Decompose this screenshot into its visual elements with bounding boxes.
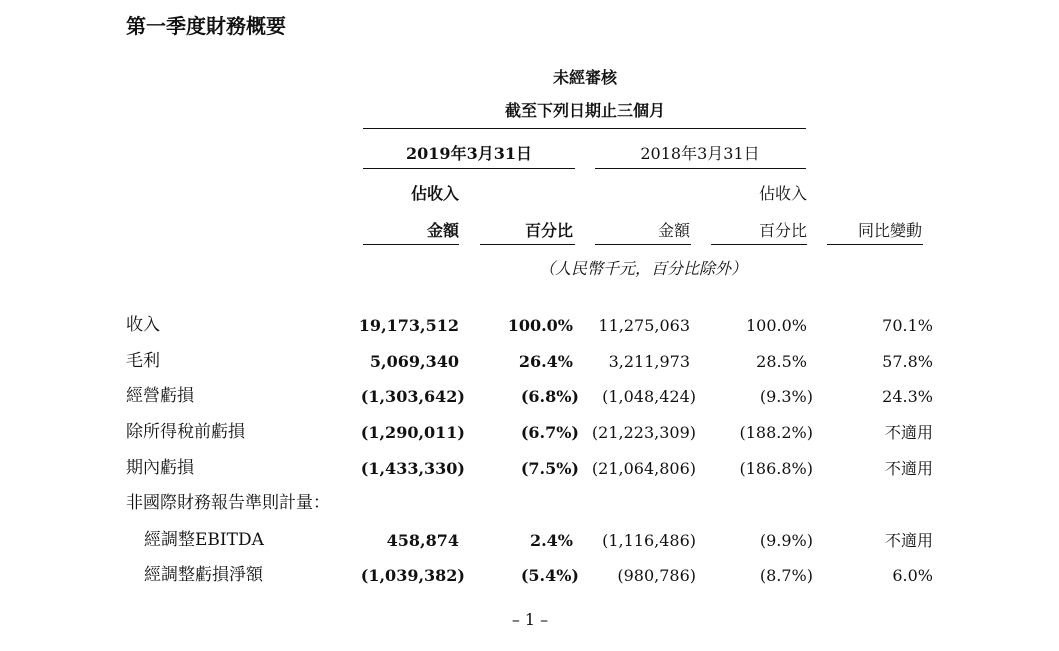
yoy-change: 不適用 [884, 459, 933, 478]
col-pct-2018-line2: 百分比 [758, 221, 807, 240]
period-underline [363, 128, 806, 129]
col-pct-2019-line1: 佔收入 [410, 184, 459, 203]
amount-2018: (980,786) [617, 566, 696, 585]
pct-2019: (6.7%) [520, 423, 579, 442]
amount-2018: 3,211,973 [608, 352, 690, 371]
pct-2019: (7.5%) [520, 459, 579, 478]
amount-2019: 5,069,340 [369, 352, 459, 371]
row-label: 經營虧損 [126, 386, 194, 406]
yoy-change: 70.1% [882, 316, 933, 335]
col-pct-2018-line1: 佔收入 [758, 184, 807, 203]
amount-2019: 458,874 [386, 531, 459, 550]
date-2019: 2019年3月31日 [406, 144, 532, 163]
pct-2018: (9.3%) [759, 387, 813, 406]
col-underline [480, 244, 575, 245]
yoy-change: 不適用 [884, 531, 933, 550]
row-label: 期內虧損 [126, 458, 194, 478]
units-note: （人民幣千元，百分比除外） [538, 259, 748, 278]
pct-2019: 100.0% [507, 316, 573, 335]
date-2018: 2018年3月31日 [640, 144, 760, 163]
col-underline [827, 244, 923, 245]
amount-2018: (1,116,486) [602, 531, 696, 550]
pct-2019: (5.4%) [520, 566, 579, 585]
row-label: 經調整EBITDA [144, 530, 264, 550]
col-underline [363, 244, 459, 245]
period-label: 截至下列日期止三個月 [504, 101, 666, 120]
amount-2018: 11,275,063 [598, 316, 690, 335]
pct-2019: 2.4% [529, 531, 573, 550]
amount-2019: (1,039,382) [360, 566, 465, 585]
col-underline [711, 244, 807, 245]
amount-2019: (1,303,642) [360, 387, 465, 406]
amount-2019: 19,173,512 [358, 316, 459, 335]
amount-2019: (1,433,330) [360, 459, 465, 478]
yoy-change: 24.3% [882, 387, 933, 406]
page-title: 第一季度財務概要 [126, 14, 286, 38]
section-label: 非國際財務報告準則計量： [126, 493, 330, 513]
pct-2018: 28.5% [756, 352, 807, 371]
amount-2019: (1,290,011) [360, 423, 465, 442]
col-pct-2019-line2: 百分比 [524, 221, 573, 240]
row-label: 經調整虧損淨額 [144, 565, 263, 585]
pct-2018: (9.9%) [759, 531, 813, 550]
pct-2018: (186.8%) [739, 459, 813, 478]
col-underline [595, 244, 691, 245]
page-number: – 1 – [511, 610, 549, 629]
pct-2018: (188.2%) [739, 423, 813, 442]
pct-2018: (8.7%) [759, 566, 813, 585]
amount-2018: (21,064,806) [591, 459, 696, 478]
amount-2018: (1,048,424) [602, 387, 696, 406]
date-2019-underline [363, 168, 575, 169]
date-2018-underline [595, 168, 806, 169]
pct-2019: (6.8%) [520, 387, 579, 406]
row-label: 除所得稅前虧損 [126, 422, 245, 442]
row-label: 收入 [126, 315, 160, 335]
pct-2019: 26.4% [518, 352, 573, 371]
yoy-change: 57.8% [882, 352, 933, 371]
amount-2018: (21,223,309) [591, 423, 696, 442]
row-label: 毛利 [126, 351, 160, 371]
yoy-change: 6.0% [892, 566, 933, 585]
col-amount-2018: 金額 [657, 221, 690, 240]
col-yoy: 同比變動 [857, 221, 922, 240]
pct-2018: 100.0% [745, 316, 807, 335]
unaudited-label: 未經審核 [552, 68, 618, 87]
yoy-change: 不適用 [884, 423, 933, 442]
col-amount-2019: 金額 [426, 221, 459, 240]
